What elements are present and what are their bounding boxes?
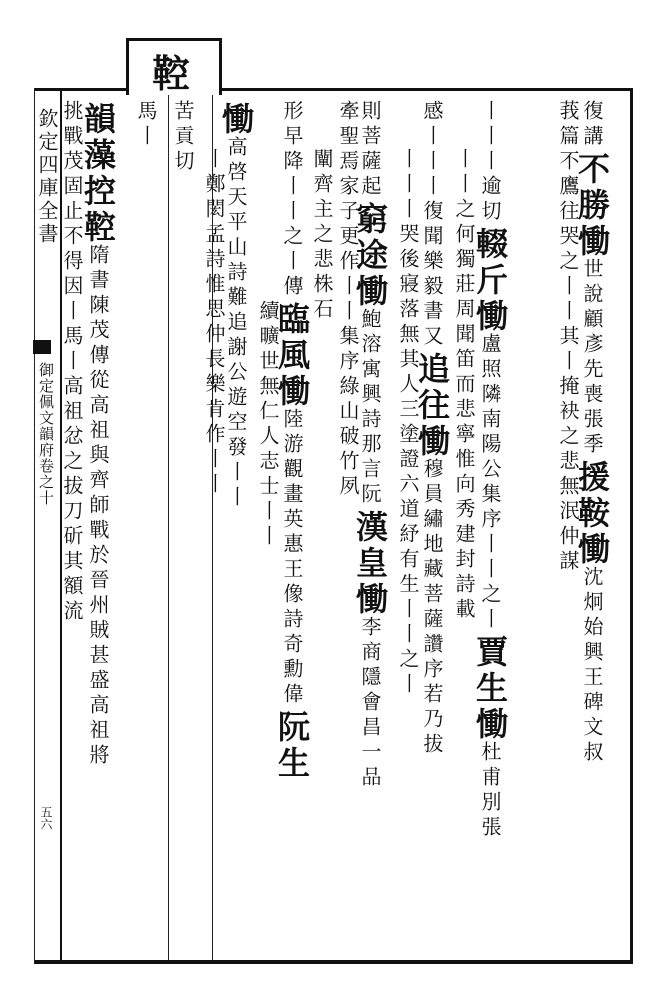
text-column	[558, 100, 578, 575]
annotation-text: 續曠世無仁人志士丨丨	[256, 300, 280, 550]
annotation-text: 馬丨	[134, 100, 158, 150]
annotation-text: 三塗證六道紓有生丨丨之丨	[396, 398, 420, 698]
top-border-left	[34, 88, 128, 91]
text-column	[258, 300, 278, 550]
margin-fishtail-mark	[33, 340, 51, 354]
text-column	[573, 100, 611, 766]
headword-char: 勝	[573, 188, 611, 220]
annotation-text: 復講	[580, 100, 604, 150]
headword-char: 慟	[573, 224, 611, 256]
headword-char: 慟	[273, 374, 311, 406]
headword-char: 窮	[351, 202, 389, 234]
headword-char: 藻	[79, 138, 117, 170]
annotation-text: 家子更作丨丨	[336, 175, 360, 325]
headword-char: 皇	[351, 546, 389, 578]
headword-char: 生	[471, 671, 509, 703]
head-character: 鞚	[151, 51, 190, 96]
annotation-text: 世說顧彥先喪張季	[580, 258, 604, 458]
annotation-text: 丨鄭閎孟詩惟思仲長樂肯作丨丨	[202, 148, 226, 498]
bottom-border	[34, 960, 632, 964]
text-column	[338, 100, 358, 500]
annotation-text: 掩袂之悲無泯仲謀	[556, 375, 580, 575]
text-column	[79, 100, 117, 769]
text-column	[454, 148, 474, 623]
top-border-right	[214, 88, 632, 91]
annotation-text: 杜甫別張	[478, 741, 502, 841]
annotation-text: 丨丨丨哭後寢落無其人	[396, 148, 420, 398]
annotation-text: 感丨丨丨復聞樂毅書又	[420, 100, 444, 350]
headword-char: 臨	[273, 302, 311, 334]
annotation-text: 苦貢切	[171, 100, 195, 175]
annotation-text: 丨丨丨逾切	[478, 100, 502, 225]
annotation-text: 挑戰茂固止不得因丨馬丨高祖忿之拔刀斫其額流	[60, 100, 84, 625]
annotation-text: 莪篇不	[556, 100, 580, 175]
annotation-text: 建封詩載	[452, 523, 476, 623]
page-number: 五六	[39, 806, 53, 830]
headword-char: 慟	[471, 299, 509, 331]
text-column	[413, 100, 451, 758]
headword-char: 慟	[351, 582, 389, 614]
headword-char: 援	[573, 460, 611, 492]
annotation-text: 隋書陳茂傳從高祖與齊師戰於晉州賊甚盛高祖將	[86, 244, 110, 769]
right-border	[630, 88, 633, 964]
annotation-text: 闡齊主之悲株石	[310, 148, 334, 323]
annotation-text: 牽聖焉	[336, 100, 360, 175]
annotation-text: 形早降丨丨之丨傳	[280, 100, 304, 300]
headword-char: 鞚	[79, 210, 117, 242]
text-column	[62, 100, 82, 625]
headword-char: 鞍	[573, 496, 611, 528]
margin-title: 欽定四庫全書	[35, 108, 59, 246]
annotation-text: 李商隱會昌一品	[358, 616, 382, 791]
text-column	[398, 148, 418, 698]
headword-char: 阮	[273, 710, 311, 742]
annotation-text: 鮑溶寓興詩那言阮	[358, 308, 382, 508]
headword-char: 慟	[573, 532, 611, 564]
headword-char: 生	[273, 746, 311, 778]
headword-char: 不	[573, 152, 611, 184]
headword-char: 途	[351, 238, 389, 270]
annotation-text: 集序綠山破竹夙	[336, 325, 360, 500]
headword-char: 慟	[351, 274, 389, 306]
headword-char: 韻	[79, 102, 117, 134]
headword-char: 輟	[471, 227, 509, 259]
headword-char: 慟	[217, 102, 255, 134]
headword-char: 賈	[471, 635, 509, 667]
annotation-text: 鷹往哭之丨丨其丨	[556, 175, 580, 375]
text-column	[136, 100, 156, 150]
text-column	[471, 100, 509, 841]
headword-char: 風	[273, 338, 311, 370]
annotation-text: 穆員繡地藏菩薩讚序若乃拔	[420, 458, 444, 758]
annotation-text: 沈炯始興王碑文叔	[580, 566, 604, 766]
text-column	[204, 148, 224, 498]
annotation-text: 高啓天平山詩難追謝公遊空發丨丨	[224, 136, 248, 511]
annotation-text: 丨丨之	[452, 148, 476, 223]
headword-char: 斤	[471, 263, 509, 295]
headword-char: 慟	[413, 424, 451, 456]
annotation-text: 則菩薩起	[358, 100, 382, 200]
headword-char: 控	[79, 174, 117, 206]
headword-char: 漢	[351, 510, 389, 542]
annotation-text: 何獨莊周聞笛而悲寧惟向秀	[452, 223, 476, 523]
margin-subtitle: 御定佩文韻府卷之十	[37, 362, 55, 506]
annotation-text: 盧照隣南陽公集序丨丨之丨	[478, 333, 502, 633]
headword-char: 追	[413, 352, 451, 384]
headword-char: 往	[413, 388, 451, 420]
headword-char: 慟	[471, 707, 509, 739]
text-column	[312, 148, 332, 323]
annotation-text: 陸游觀畫英惠王像詩奇勳偉	[280, 408, 304, 708]
text-column	[273, 100, 311, 780]
text-column	[173, 100, 193, 175]
head-column-rule	[168, 92, 169, 960]
